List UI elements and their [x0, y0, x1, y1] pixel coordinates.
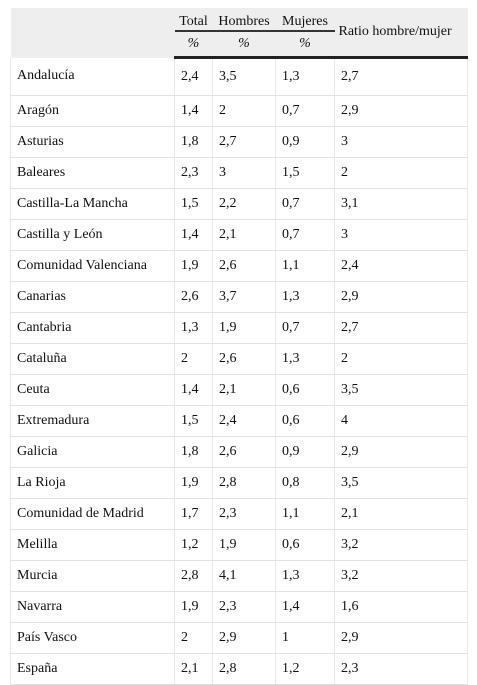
- cell-hombres: 1,9: [213, 530, 276, 561]
- cell-hombres: 2,3: [213, 499, 276, 530]
- cell-hombres: 2,8: [213, 468, 276, 499]
- cell-ratio: 2,9: [335, 623, 468, 654]
- cell-ratio: 3,1: [335, 189, 468, 220]
- cell-region: Baleares: [11, 158, 175, 189]
- cell-total: 1,7: [175, 499, 213, 530]
- cell-ratio: 3,5: [335, 375, 468, 406]
- table-row: [11, 127, 468, 158]
- cell-total: 1,8: [175, 437, 213, 468]
- cell-total: 1,9: [175, 468, 213, 499]
- header-unit-mujeres: %: [276, 31, 335, 58]
- cell-mujeres: 1,3: [276, 344, 335, 375]
- cell-total: 1,8: [175, 127, 213, 158]
- header-unit-hombres: %: [213, 31, 276, 58]
- cell-total: 2,3: [175, 158, 213, 189]
- cell-hombres: 4,1: [213, 561, 276, 592]
- cell-hombres: 2,1: [213, 375, 276, 406]
- cell-ratio: 2,9: [335, 282, 468, 313]
- cell-hombres: 2,1: [213, 220, 276, 251]
- cell-ratio: 2,9: [335, 437, 468, 468]
- cell-region: Comunidad de Madrid: [11, 499, 175, 530]
- cell-total: 2,4: [175, 58, 213, 96]
- cell-ratio: 2,4: [335, 251, 468, 282]
- cell-ratio: 2: [335, 344, 468, 375]
- cell-mujeres: 0,6: [276, 406, 335, 437]
- table-row: [11, 251, 468, 282]
- table-row: [11, 313, 468, 344]
- cell-region: País Vasco: [11, 623, 175, 654]
- table-row: [11, 158, 468, 189]
- cell-total: 1,4: [175, 96, 213, 127]
- cell-ratio: 3: [335, 127, 468, 158]
- cell-mujeres: 0,7: [276, 220, 335, 251]
- cell-mujeres: 1: [276, 623, 335, 654]
- header-unit-total: %: [175, 31, 213, 58]
- cell-total: 1,3: [175, 313, 213, 344]
- cell-ratio: 3,2: [335, 561, 468, 592]
- table-row: [11, 282, 468, 313]
- cell-hombres: 2,4: [213, 406, 276, 437]
- table-row: [11, 58, 468, 96]
- cell-mujeres: 1,3: [276, 58, 335, 96]
- cell-mujeres: 0,9: [276, 437, 335, 468]
- table-row: [11, 592, 468, 623]
- cell-hombres: 2: [213, 96, 276, 127]
- table-row: [11, 189, 468, 220]
- cell-ratio: 2,9: [335, 96, 468, 127]
- cell-hombres: 2,6: [213, 251, 276, 282]
- cell-ratio: 3,5: [335, 468, 468, 499]
- table-header: [11, 8, 468, 58]
- table-row: [11, 437, 468, 468]
- cell-hombres: 2,2: [213, 189, 276, 220]
- table-row: [11, 468, 468, 499]
- cell-mujeres: 0,8: [276, 468, 335, 499]
- cell-total: 2: [175, 623, 213, 654]
- cell-mujeres: 0,7: [276, 96, 335, 127]
- cell-ratio: 1,6: [335, 592, 468, 623]
- cell-region: Galicia: [11, 437, 175, 468]
- cell-mujeres: 1,3: [276, 561, 335, 592]
- cell-ratio: 3: [335, 220, 468, 251]
- cell-hombres: 2,3: [213, 592, 276, 623]
- cell-mujeres: 1,1: [276, 251, 335, 282]
- cell-mujeres: 0,7: [276, 189, 335, 220]
- cell-hombres: 3,7: [213, 282, 276, 313]
- cell-ratio: 4: [335, 406, 468, 437]
- cell-mujeres: 1,5: [276, 158, 335, 189]
- table-row: [11, 220, 468, 251]
- table-row: [11, 96, 468, 127]
- cell-total: 1,5: [175, 189, 213, 220]
- cell-region: Aragón: [11, 96, 175, 127]
- cell-total: 1,4: [175, 220, 213, 251]
- cell-total: 1,5: [175, 406, 213, 437]
- cell-total: 1,9: [175, 592, 213, 623]
- cell-ratio: 2: [335, 158, 468, 189]
- cell-hombres: 1,9: [213, 313, 276, 344]
- cell-total: 2,8: [175, 561, 213, 592]
- cell-region: Cataluña: [11, 344, 175, 375]
- cell-total: 1,2: [175, 530, 213, 561]
- cell-region: Andalucía: [11, 58, 175, 96]
- cell-region: Comunidad Valenciana: [11, 251, 175, 282]
- cell-hombres: 3: [213, 158, 276, 189]
- cell-hombres: 2,9: [213, 623, 276, 654]
- table-row: [11, 344, 468, 375]
- cell-mujeres: 1,2: [276, 654, 335, 685]
- data-table-container: [10, 8, 467, 685]
- table-row: [11, 406, 468, 437]
- cell-region: Cantabria: [11, 313, 175, 344]
- table-row: [11, 375, 468, 406]
- table-row: [11, 623, 468, 654]
- header-empty-cell: [11, 8, 175, 58]
- cell-mujeres: 1,4: [276, 592, 335, 623]
- cell-total: 2,6: [175, 282, 213, 313]
- cell-hombres: 2,8: [213, 654, 276, 685]
- cell-region: Castilla-La Mancha: [11, 189, 175, 220]
- cell-mujeres: 0,6: [276, 375, 335, 406]
- table-row: [11, 499, 468, 530]
- cell-mujeres: 0,9: [276, 127, 335, 158]
- cell-mujeres: 0,6: [276, 530, 335, 561]
- cell-region: Ceuta: [11, 375, 175, 406]
- header-mujeres: Mujeres: [276, 8, 335, 31]
- cell-mujeres: 1,3: [276, 282, 335, 313]
- cell-region: Castilla y León: [11, 220, 175, 251]
- cell-total: 1,4: [175, 375, 213, 406]
- header-hombres: Hombres: [213, 8, 276, 31]
- prevalence-table: [10, 8, 468, 685]
- cell-total: 1,9: [175, 251, 213, 282]
- table-body: [11, 58, 468, 685]
- cell-ratio: 2,7: [335, 313, 468, 344]
- table-row: [11, 530, 468, 561]
- cell-region: Navarra: [11, 592, 175, 623]
- cell-total: 2: [175, 344, 213, 375]
- cell-mujeres: 0,7: [276, 313, 335, 344]
- cell-total: 2,1: [175, 654, 213, 685]
- cell-hombres: 2,7: [213, 127, 276, 158]
- cell-ratio: 2,3: [335, 654, 468, 685]
- cell-region: Melilla: [11, 530, 175, 561]
- cell-region: Canarias: [11, 282, 175, 313]
- cell-hombres: 3,5: [213, 58, 276, 96]
- cell-ratio: 3,2: [335, 530, 468, 561]
- cell-region: Murcia: [11, 561, 175, 592]
- cell-region: La Rioja: [11, 468, 175, 499]
- cell-ratio: 2,7: [335, 58, 468, 96]
- table-row: [11, 561, 468, 592]
- cell-mujeres: 1,1: [276, 499, 335, 530]
- header-ratio: Ratio hombre/mujer: [335, 8, 468, 58]
- cell-region: Asturias: [11, 127, 175, 158]
- cell-region: Extremadura: [11, 406, 175, 437]
- header-total: Total: [175, 8, 213, 31]
- cell-region: España: [11, 654, 175, 685]
- cell-ratio: 2,1: [335, 499, 468, 530]
- cell-hombres: 2,6: [213, 344, 276, 375]
- cell-hombres: 2,6: [213, 437, 276, 468]
